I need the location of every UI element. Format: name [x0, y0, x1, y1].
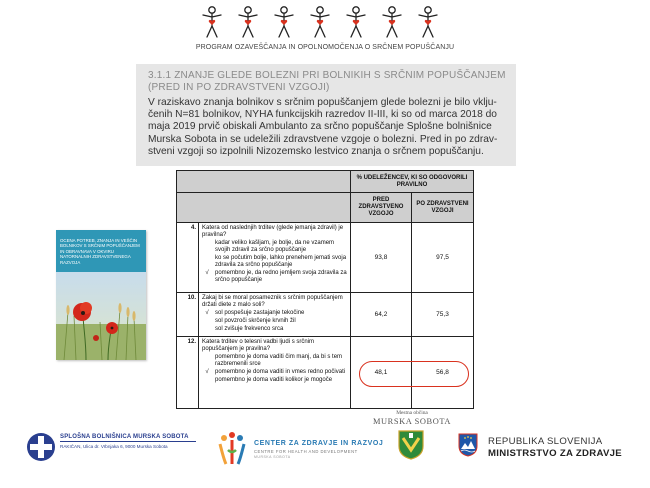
municipality-crest-icon	[398, 430, 424, 460]
question-cell	[199, 293, 351, 337]
table-row	[177, 223, 474, 293]
health-centre-name-en: CENTRE FOR HEALTH AND DEVELOPMENT	[254, 449, 358, 454]
health-centre-figures-icon	[216, 430, 248, 466]
option-text: sol pospešuje zastajanje tekočine	[215, 310, 305, 316]
people-with-hearts-icon	[198, 4, 452, 40]
option	[202, 270, 347, 284]
section-body: V raziskavo znanja bolnikov s srčnim popuščanjem glede bolezni je bilo vklju-čenih N=81 bolnikov, NYHA funkcijskih razredov II-III, ki so od marca 2018 do maja 2019 prvič obiskali Ambulanto za srčno popuščanje Splošne bolnišnice Murska Sobota in se udeležili zdravstvene vzgoje o bolezni. Pred in po zdrav-stveni vzgoji so izpolnili Nizozemsko lestvico znanja o srčnem popuščanju.	[148, 97, 498, 157]
col-before-header: PRED ZDRAVSTVENO VZGOJO	[351, 193, 412, 223]
value-before: 93,8	[351, 223, 412, 293]
municipality-name: MURSKA SOBOTA	[372, 417, 452, 426]
hospital-name: SPLOŠNA BOLNIŠNICA MURSKA SOBOTA	[60, 434, 189, 440]
table-row	[177, 293, 474, 337]
option	[202, 310, 347, 317]
value-after: 56,8	[412, 337, 474, 409]
check-mark	[202, 377, 212, 384]
check-mark: √	[205, 310, 209, 316]
check-mark	[202, 354, 212, 368]
question-text: Katera trditev o telesni vadbi ljudi s srčnim popuščanjem je pravilna?	[202, 339, 315, 352]
option	[202, 369, 347, 376]
option-text: pomembno je, da redno jemljem svoja zdravila za srčno popuščanje	[215, 270, 347, 283]
check-mark: √	[205, 270, 209, 276]
slovenia-crest-icon	[458, 433, 478, 457]
book-title: OCENA POTREB, ZNANJA IN VEŠČIN BOLNIKOV S SRČNIM POPUŠČANJEM IN OBRAVNAVA V OKVIRU NATORNALNIH ZDRAVSTVENEGA RAZVOJA	[60, 238, 140, 265]
hospital-address: RAKIČAN, Ulica dr. Vrbnjaka 6, 9000 Murska Sobota	[60, 444, 168, 449]
option	[202, 240, 347, 254]
republic-name: REPUBLIKA SLOVENIJA	[488, 436, 603, 447]
question-text: Katera od naslednjih trditev (glede jemanja zdravil) je pravilna?	[202, 225, 344, 238]
option	[202, 255, 347, 269]
row-number: 12.	[177, 337, 199, 409]
health-centre-city: MURSKA SOBOTA	[254, 455, 291, 459]
header-figures-logo	[198, 4, 452, 40]
value-before: 64,2	[351, 293, 412, 337]
option	[202, 326, 347, 333]
hospital-divider	[60, 441, 196, 442]
question-cell	[199, 223, 351, 293]
highlight-oval	[359, 361, 469, 387]
row-number: 4.	[177, 223, 199, 293]
check-mark	[202, 255, 212, 269]
ministry-name: MINISTRSTVO ZA ZDRAVJE	[488, 448, 622, 459]
option-text: sol povzroči skrčenje krvnih žil	[215, 318, 296, 324]
option-text: kadar veliko kašljam, je bolje, da ne vzamem svojih zdravil za srčno popuščanje	[215, 240, 335, 253]
option	[202, 354, 347, 368]
table-corner	[177, 171, 351, 193]
hospital-cross-icon	[26, 432, 56, 462]
row-number: 10.	[177, 293, 199, 337]
option-text: pomembno je doma vaditi čim manj, da bi s tem razbremenili srce	[215, 354, 343, 367]
check-mark	[202, 240, 212, 254]
section-heading: 3.1.1 ZNANJE GLEDE BOLEZNI PRI BOLNIKIH S SRČNIM POPUŠČANJEM (PRED IN PO ZDRAVSTVENI VZGOJI)	[148, 70, 506, 93]
poppy-field-image	[56, 272, 146, 360]
health-centre-name: CENTER ZA ZDRAVJE IN RAZVOJ	[254, 440, 384, 447]
option	[202, 318, 347, 325]
municipality-label: Mestna občina	[396, 410, 428, 416]
option-text: sol zvišuje frekvenco srca	[215, 326, 284, 332]
question-text: Zakaj bi se moral posameznik s srčnim popuščanjem držati diete z malo soli?	[202, 295, 343, 308]
table-corner-2	[177, 193, 351, 223]
col-after-header: PO ZDRAVSTVENI VZGOJI	[412, 193, 474, 223]
option-text: pomembno je doma vaditi kolikor je mogoče	[215, 377, 333, 383]
option	[202, 377, 347, 384]
option-text: pomembno je doma vaditi in vmes redno počivati	[215, 369, 346, 375]
program-title: PROGRAM OZAVEŠČANJA IN OPOLNOMOČENJA O SRČNEM POPUŠČANJU	[195, 44, 455, 51]
check-mark	[202, 318, 212, 325]
check-mark: √	[205, 369, 209, 375]
value-after: 97,5	[412, 223, 474, 293]
check-mark	[202, 326, 212, 333]
option-text: ko se počutim bolje, lahko prenehem jemati svoja zdravila za srčno popuščanje	[215, 255, 347, 268]
value-after: 75,3	[412, 293, 474, 337]
question-cell	[199, 337, 351, 409]
header-group: % UDELEŽENCEV, KI SO ODGOVORILI PRAVILNO	[351, 171, 474, 193]
value-before: 48,1	[351, 337, 412, 409]
